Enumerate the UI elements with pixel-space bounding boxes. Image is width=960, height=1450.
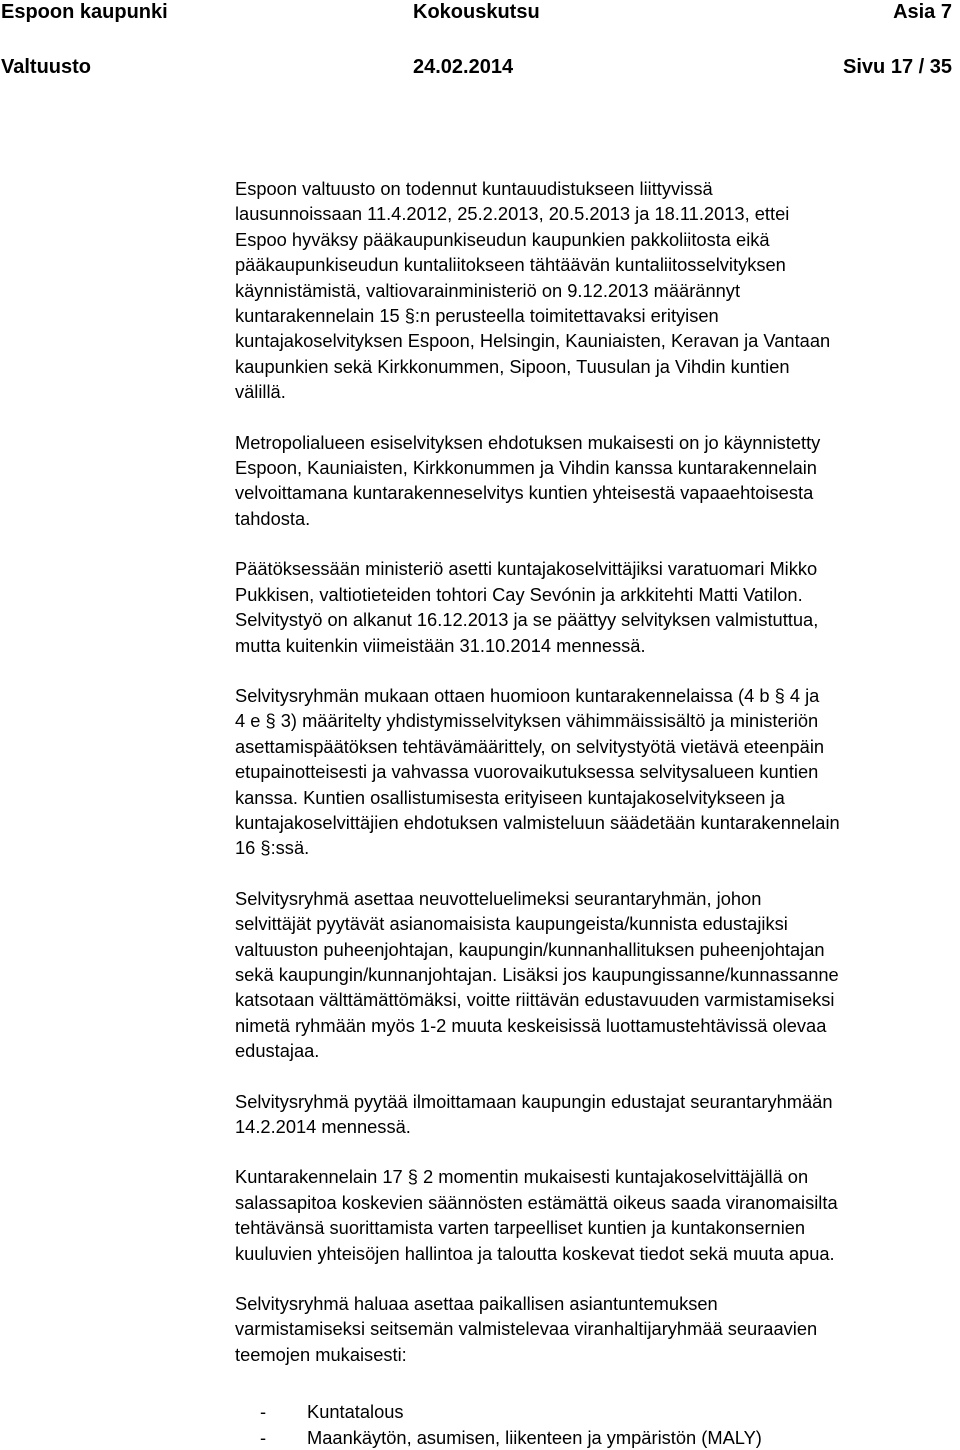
document-body <box>235 176 960 1450</box>
list-item <box>235 1425 960 1450</box>
paragraph-4: Selvitysryhmän mukaan ottaen huomioon kuntarakennelaissa (4 b § 4 ja 4 e § 3) määritelty yhdistymisselvityksen vähimmäissisältö ja ministeriön asettamispäätöksen tehtävämäärittely, on selvitystyötä vietävä eteenpäin etupainotteisesti ja vahvassa vuorovaikutuksessa selvitysalueen kuntien kanssa. Kuntien osallistumisesta erityiseen kuntajakoselvitykseen ja kuntajakoselvittäjien ehdotuksen valmisteluun säädetään kuntarakennelain 16 §:ssä. <box>235 684 840 859</box>
list-bullet: - <box>260 1426 267 1448</box>
header-row-bottom <box>0 56 952 82</box>
paragraph-1: Espoon valtuusto on todennut kuntauudistukseen liittyvissä lausunnoissaan 11.4.2012, 25.2.2013, 20.5.2013 ja 18.11.2013, ettei Espoo hyväksy pääkaupunkiseudun kaupunkien pakkoliitosta eikä pääkaupunkiseudun kuntaliitokseen tähtäävän kuntaliitosselvityksen käynnistämistä, valtiovarainministeriö on 9.12.2013 määrännyt kuntarakennelain 15 §:n perusteella toimitettavaksi erityisen kuntajakoselvityksen Espoon, Helsingin, Kauniaisten, Keravan ja Vantaan kaupunkien sekä Kirkkonummen, Sipoon, Tuusulan ja Vihdin kuntien välillä. <box>235 178 831 403</box>
document-type: Kokouskutsu <box>413 1 540 23</box>
list-bullet: - <box>260 1401 267 1423</box>
list-item-text: Kuntatalous <box>307 1401 404 1423</box>
paragraph-2: Metropolialueen esiselvityksen ehdotuksen mukaisesti on jo käynnistetty Espoon, Kauniaisten, Kirkkonummen ja Vihdin kanssa kuntarakennelain velvoittamana kuntarakenneselvitys kuntien yhteisestä vapaaehtoisesta tahdosta. <box>235 431 821 529</box>
meeting-date: 24.02.2014 <box>413 56 514 78</box>
list-item-text: Maankäytön, asumisen, liikenteen ja ympäristön (MALY) <box>307 1426 762 1448</box>
paragraph-5: Selvitysryhmä asettaa neuvotteluelimeksi seurantaryhmän, johon selvittäjät pyytävät asianomaisista kaupungeista/kunnista edustajiksi valtuuston puheenjohtajan, kaupungin/kunnanhallituksen puheenjohtajan sekä kaupungin/kunnanjohtajan. Lisäksi jos kaupungissanne/kunnassanne katsotaan välttämättömäksi, voitte riittävän edustavuuden varmistamiseksi nimetä ryhmään myös 1-2 muuta keskeisissä luottamustehtävissä olevaa edustajaa. <box>235 887 839 1062</box>
paragraph-7: Kuntarakennelain 17 § 2 momentin mukaisesti kuntajakoselvittäjällä on salassapitoa koskevien säännösten estämättä oikeus saada viranomaisilta tehtävänsä suorittamista varten tarpeelliset kuntien ja kuntakonsernien kuuluvien yhteisöjen hallintoa ja taloutta koskevat tiedot sekä muuta apua. <box>235 1166 838 1264</box>
page-number: Sivu 17 / 35 <box>843 56 952 78</box>
paragraph-3: Päätöksessään ministeriö asetti kuntajakoselvittäjiksi varatuomari Mikko Pukkisen, valtiotieteiden tohtori Cay Sevónin ja arkkitehti Matti Vatilon. Selvitystyö on alkanut 16.12.2013 ja se päättyy selvityksen valmistuttua, mutta kuitenkin viimeistään 31.10.2014 mennessä. <box>235 558 819 656</box>
organization-name: Espoon kaupunki <box>1 1 168 23</box>
paragraph-6: Selvitysryhmä pyytää ilmoittamaan kaupungin edustajat seurantaryhmään 14.2.2014 mennessä. <box>235 1090 833 1137</box>
document-header <box>0 0 960 80</box>
paragraph-8: Selvitysryhmä haluaa asettaa paikallisen asiantuntemuksen varmistamiseksi seitsemän valmistelevaa viranhaltijaryhmää seuraavien teemojen mukaisesti: <box>235 1293 818 1365</box>
list-item <box>235 1399 960 1424</box>
meeting-body: Valtuusto <box>1 56 92 78</box>
theme-list <box>235 1399 960 1450</box>
agenda-item: Asia 7 <box>893 1 952 23</box>
header-row-top <box>0 1 952 27</box>
